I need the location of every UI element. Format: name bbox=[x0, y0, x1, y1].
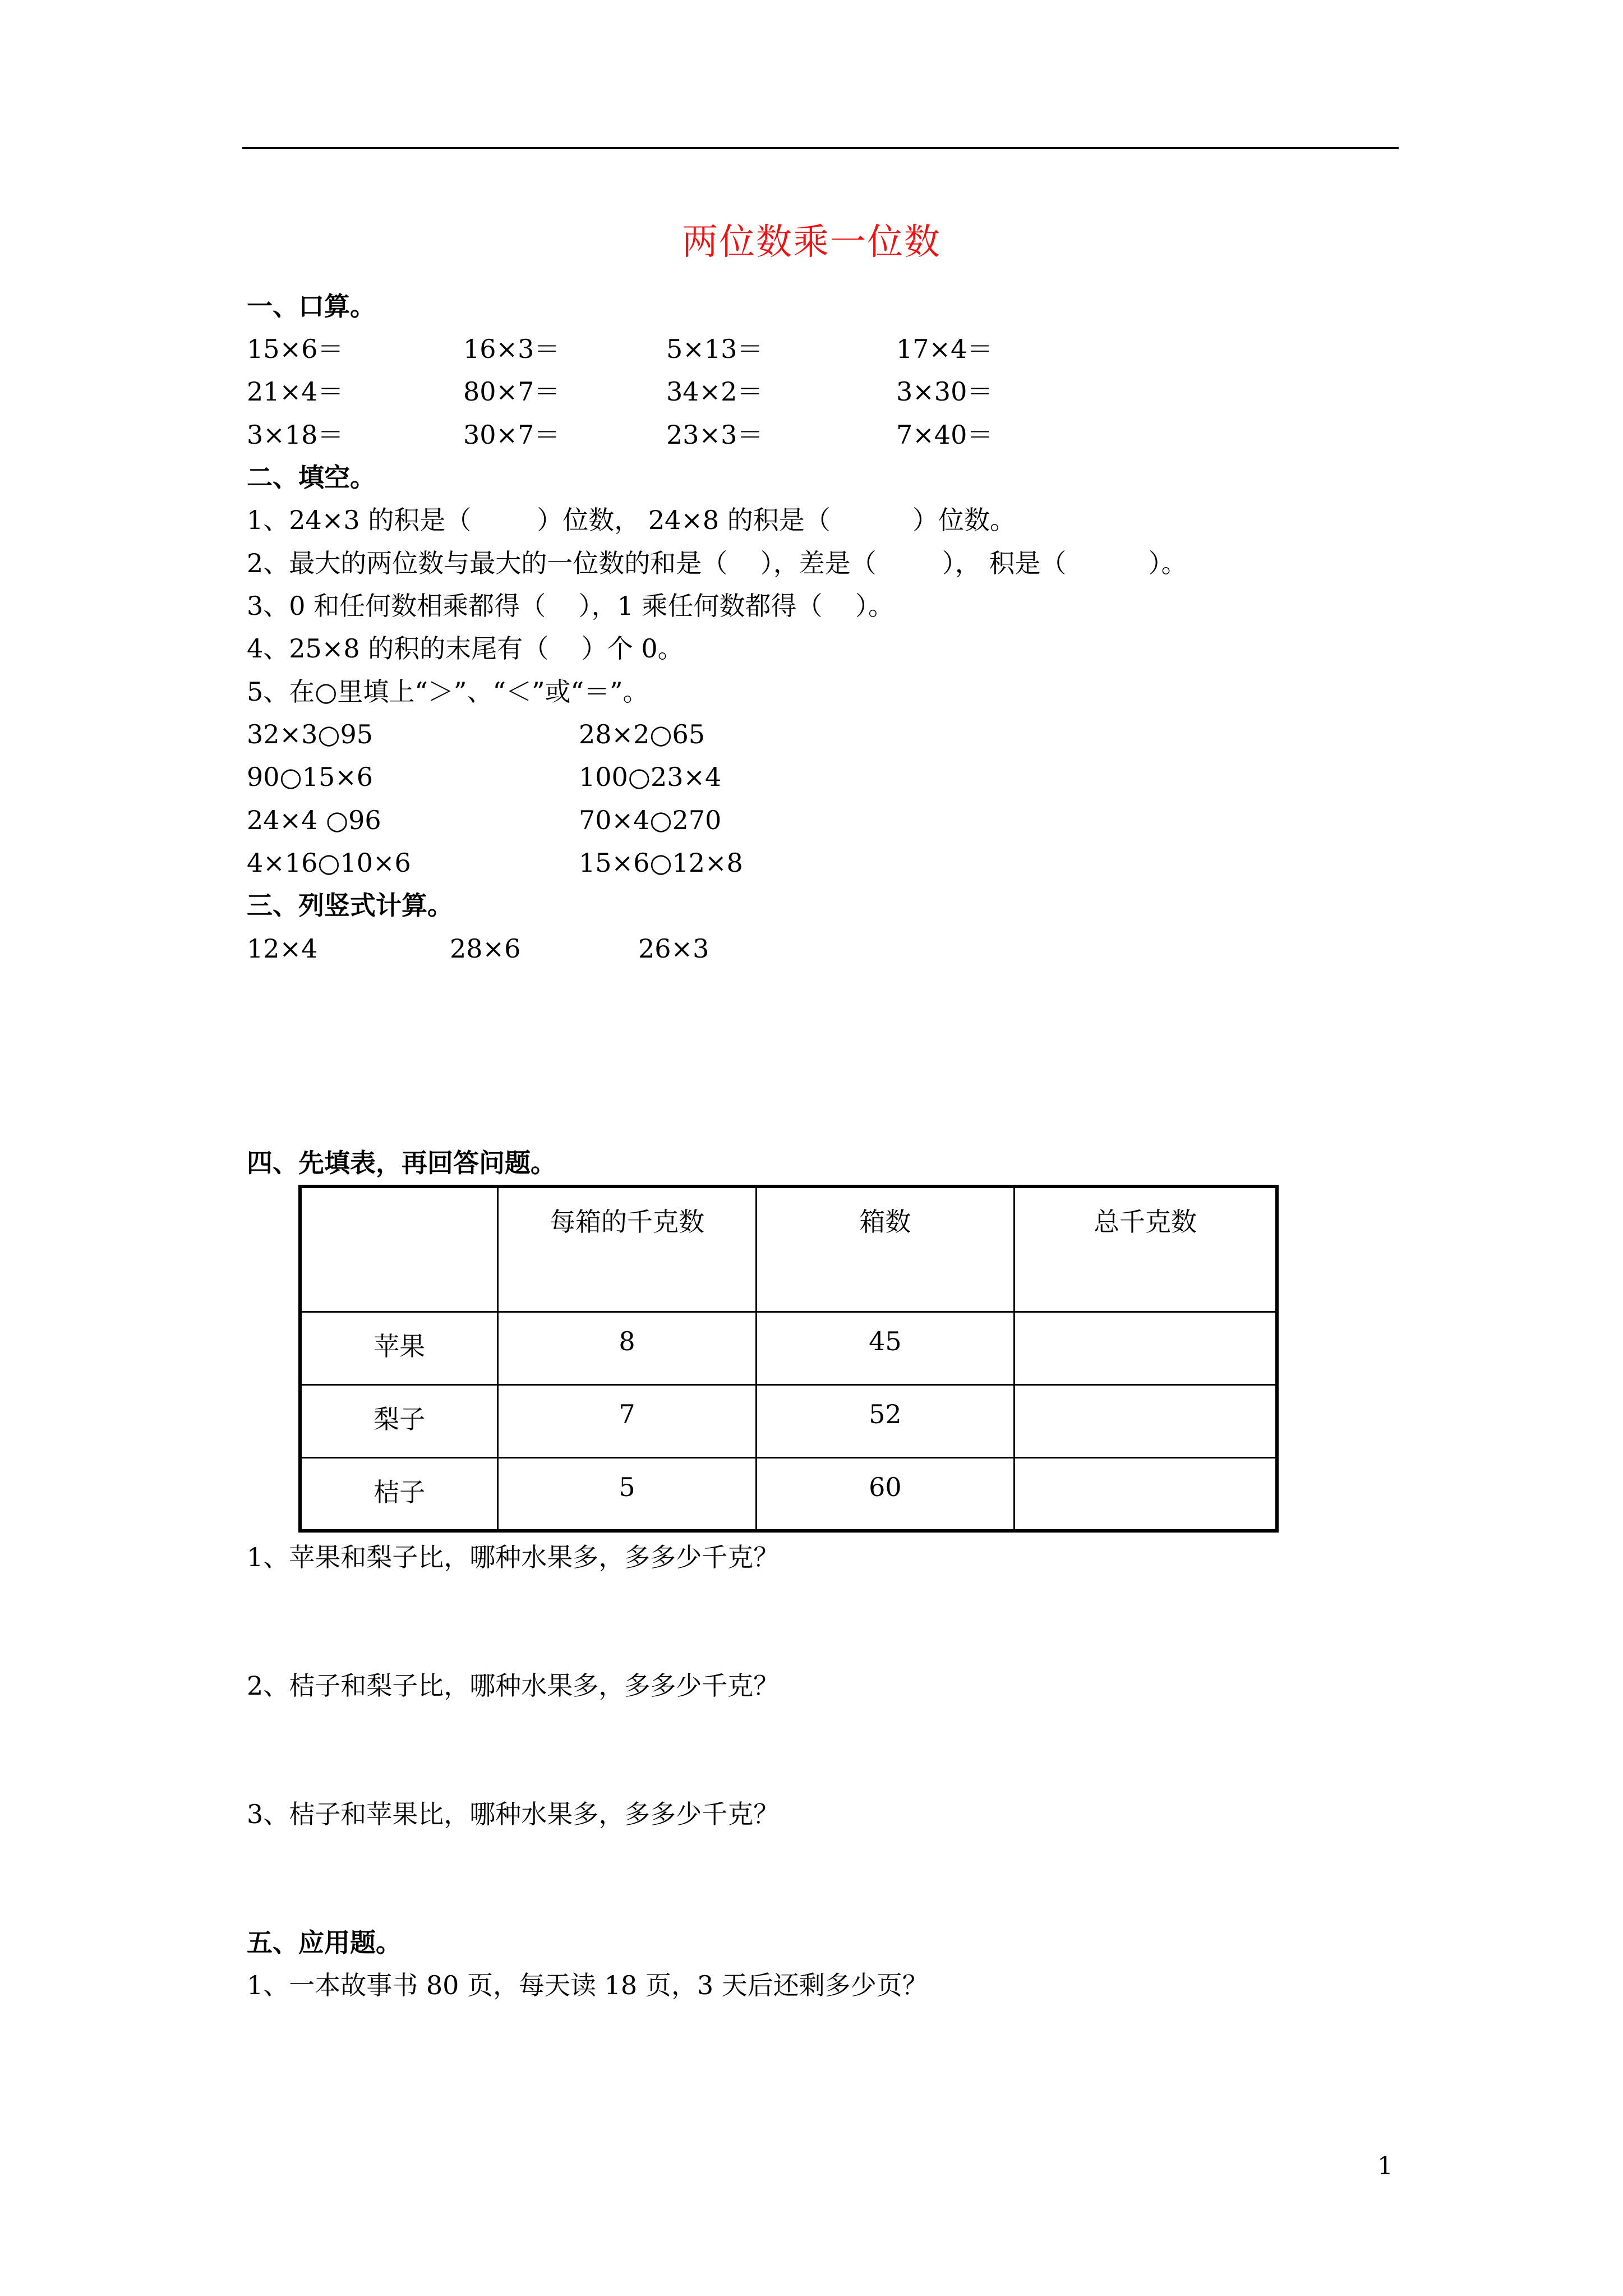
compare-problem: 32×3○95 bbox=[247, 719, 374, 749]
table-cell-blank[interactable] bbox=[1015, 1312, 1277, 1385]
fill-blank-item: 2、最大的两位数与最大的一位数的和是（ ），差是（ ）， 积是（ ）。 bbox=[247, 548, 1187, 578]
table-cell: 52 bbox=[756, 1385, 1014, 1458]
fill-blank-item: 4、25×8 的积的末尾有（ ）个 0。 bbox=[247, 633, 684, 664]
oral-problem: 21×4＝ bbox=[247, 376, 344, 407]
table-header-cell: 每箱的千克数 bbox=[498, 1186, 756, 1312]
oral-problem: 7×40＝ bbox=[896, 420, 993, 450]
compare-problem: 90○15×6 bbox=[247, 762, 374, 792]
section1-heading: 一、口算。 bbox=[247, 291, 376, 321]
fruit-table bbox=[298, 1185, 1279, 1533]
fill-blank-item: 1、24×3 的积是（ ）位数， 24×8 的积是（ ）位数。 bbox=[247, 505, 1016, 535]
section2-heading: 二、填空。 bbox=[247, 462, 376, 493]
table-header-cell: 箱数 bbox=[756, 1186, 1014, 1312]
table-header-cell: 总千克数 bbox=[1015, 1186, 1277, 1312]
table-cell: 梨子 bbox=[300, 1385, 498, 1458]
compare-problem: 4×16○10×6 bbox=[247, 848, 411, 878]
table-cell: 苹果 bbox=[300, 1312, 498, 1385]
vertical-calc-problem: 28×6 bbox=[450, 933, 521, 964]
question-item: 2、桔子和梨子比，哪种水果多，多多少千克？ bbox=[247, 1671, 780, 1701]
compare-problem: 24×4 ○96 bbox=[247, 805, 381, 835]
oral-problem: 5×13＝ bbox=[666, 334, 763, 364]
table-cell: 45 bbox=[756, 1312, 1014, 1385]
vertical-calc-problem: 26×3 bbox=[638, 933, 709, 964]
question-item: 1、苹果和梨子比，哪种水果多，多多少千克？ bbox=[247, 1542, 780, 1572]
oral-problem: 80×7＝ bbox=[463, 376, 560, 407]
table-cell: 8 bbox=[498, 1312, 756, 1385]
table-row bbox=[300, 1312, 1277, 1385]
vertical-calc-problem: 12×4 bbox=[247, 933, 318, 964]
oral-problem: 34×2＝ bbox=[666, 376, 763, 407]
compare-problem: 100○23×4 bbox=[579, 762, 722, 792]
page-title: 两位数乘一位数 bbox=[682, 222, 941, 263]
fill-blank-item: 5、在○里填上“＞”、“＜”或“＝”。 bbox=[247, 677, 649, 707]
oral-problem: 15×6＝ bbox=[247, 334, 344, 364]
section4-heading: 四、先填表，再回答问题。 bbox=[247, 1148, 556, 1178]
oral-problem: 17×4＝ bbox=[896, 334, 993, 364]
section3-heading: 三、列竖式计算。 bbox=[247, 890, 453, 921]
oral-problem: 30×7＝ bbox=[463, 420, 560, 450]
table-cell: 5 bbox=[498, 1458, 756, 1531]
compare-problem: 15×6○12×8 bbox=[579, 848, 743, 878]
table-row bbox=[300, 1385, 1277, 1458]
table-header-row bbox=[300, 1186, 1277, 1312]
section5-heading: 五、应用题。 bbox=[247, 1927, 402, 1958]
compare-problem: 28×2○65 bbox=[579, 719, 706, 749]
table-header-cell bbox=[300, 1186, 498, 1312]
question-item: 3、桔子和苹果比，哪种水果多，多多少千克？ bbox=[247, 1799, 780, 1829]
oral-problem: 3×30＝ bbox=[896, 376, 993, 407]
table-cell: 桔子 bbox=[300, 1458, 498, 1531]
table-cell-blank[interactable] bbox=[1015, 1458, 1277, 1531]
compare-problem: 70×4○270 bbox=[579, 805, 722, 835]
page-number: 1 bbox=[1377, 2152, 1393, 2180]
table-cell: 60 bbox=[756, 1458, 1014, 1531]
table-row bbox=[300, 1458, 1277, 1531]
oral-problem: 23×3＝ bbox=[666, 420, 763, 450]
fill-blank-item: 3、0 和任何数相乘都得（ ），1 乘任何数都得（ ）。 bbox=[247, 591, 895, 621]
table-cell: 7 bbox=[498, 1385, 756, 1458]
header-rule bbox=[242, 147, 1399, 149]
oral-problem: 16×3＝ bbox=[463, 334, 560, 364]
word-problem: 1、一本故事书 80 页，每天读 18 页，3 天后还剩多少页？ bbox=[247, 1970, 928, 2000]
table-cell-blank[interactable] bbox=[1015, 1385, 1277, 1458]
oral-problem: 3×18＝ bbox=[247, 420, 344, 450]
